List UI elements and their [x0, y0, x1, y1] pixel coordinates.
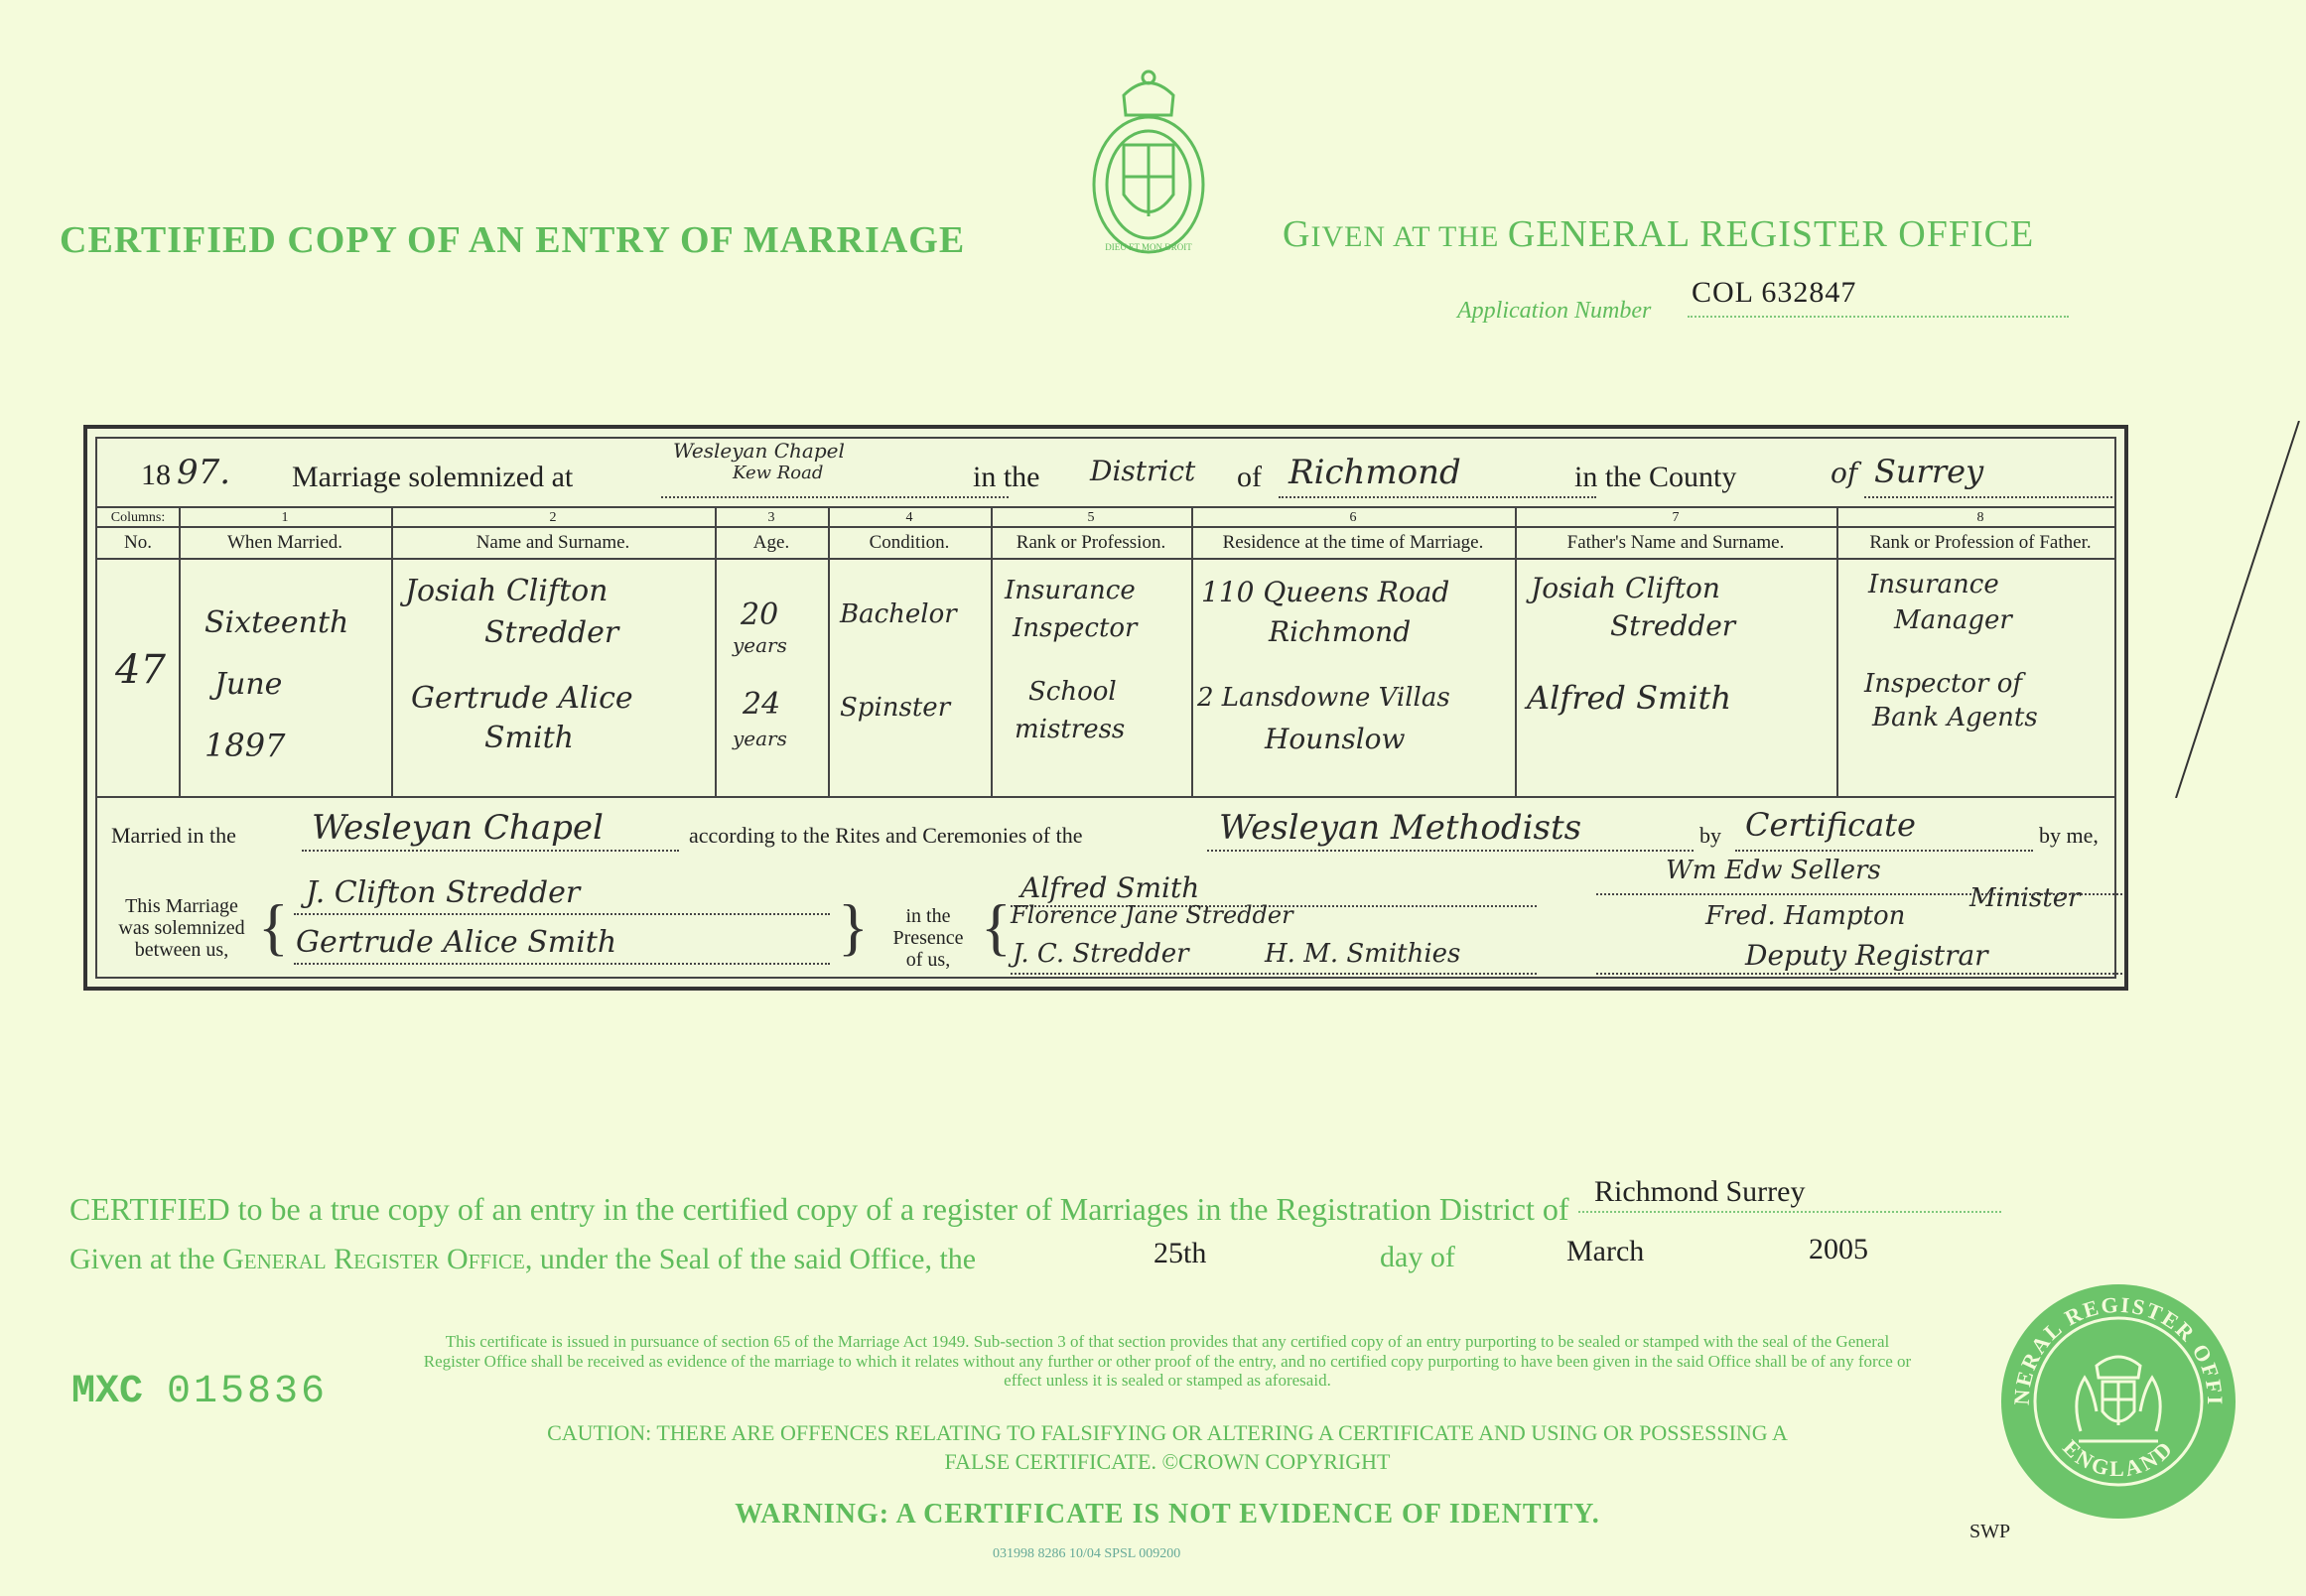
- register-entry-inner: [95, 437, 2116, 979]
- groom-father-last: Stredder: [1610, 609, 1736, 642]
- minister-rule: [1596, 893, 2122, 895]
- header-name: Name and Surname.: [475, 532, 630, 553]
- header-residence: Residence at the time of Marriage.: [1222, 532, 1484, 553]
- identity-warning: WARNING: A CERTIFICATE IS NOT EVIDENCE OF IDENTITY.: [735, 1499, 1600, 1530]
- caution-notice: CAUTION: THERE ARE OFFENCES RELATING TO FALSIFYING OR ALTERING A CERTIFICATE AND USING OR POSSESSING A FALSE CERTIFICATE. ©CROWN COPYRIGHT: [547, 1420, 1788, 1474]
- royal-crest-icon: [1084, 66, 1213, 259]
- married-in-rule: [302, 850, 679, 852]
- in-the-label: in the: [973, 461, 1040, 493]
- bride-father-rank-line1: Inspector of: [1864, 669, 2023, 699]
- bride-father-rank-line2: Bank Agents: [1872, 703, 2038, 732]
- year-hand: 97.: [177, 453, 231, 492]
- certified-month: March: [1566, 1235, 1645, 1267]
- bride-residence-line2: Hounslow: [1265, 723, 1406, 755]
- district-hand: District: [1090, 455, 1196, 487]
- col-number-8: 8: [1976, 510, 1984, 525]
- groom-rank-line1: Insurance: [1005, 576, 1136, 605]
- print-code: 031998 8286 10/04 SPSL 009200: [993, 1546, 1181, 1561]
- presence-brace: {: [981, 891, 1012, 962]
- solemnized-label: Marriage solemnized at: [292, 461, 574, 493]
- solemnized-place-line1: Wesleyan Chapel: [673, 439, 845, 463]
- entry-number: 47: [115, 647, 166, 693]
- certified-district: Richmond Surrey: [1594, 1175, 1806, 1208]
- header-age: Age.: [752, 532, 790, 553]
- groom-father-rank-line1: Insurance: [1868, 570, 1999, 599]
- register-entry-table: [83, 425, 2128, 991]
- between-us-label: This Marriage was solemnized between us,: [118, 895, 245, 961]
- solemnized-place-line2: Kew Road: [733, 463, 824, 483]
- application-number: COL 632847: [1692, 276, 1857, 309]
- right-brace: }: [838, 891, 869, 962]
- certificate-title: CERTIFIED COPY OF AN ENTRY OF MARRIAGE: [60, 219, 966, 261]
- when-married-day: Sixteenth: [204, 605, 349, 640]
- registrar-title: Deputy Registrar: [1745, 939, 1988, 972]
- bride-age-unit: years: [733, 727, 787, 750]
- groom-rank-line2: Inspector: [1013, 613, 1138, 643]
- married-in-label: Married in the: [111, 823, 236, 848]
- bride-name-first: Gertrude Alice: [411, 681, 633, 716]
- registrar-rule: [1596, 973, 2122, 975]
- county-of: of: [1831, 457, 1858, 489]
- header-father-rank: Rank or Profession of Father.: [1869, 532, 2092, 553]
- rites-label: according to the Rites and Ceremonies of the: [689, 823, 1083, 848]
- minister-name: Wm Edw Sellers: [1666, 856, 1881, 885]
- given-at-statement: Given at the General Register Office, under the Seal of the said Office, the: [69, 1243, 977, 1275]
- married-in-place: Wesleyan Chapel: [312, 808, 604, 848]
- bride-age: 24: [743, 687, 781, 722]
- col-number-5: 5: [1087, 510, 1095, 525]
- corner-guide-line: [2174, 421, 2303, 803]
- col-number-4: 4: [905, 510, 913, 525]
- svg-text:GENERAL REGISTER OFFICE: NERAL REGISTER OFFI: [2008, 1291, 2229, 1407]
- given-at-header: GIVEN AT THE GENERAL REGISTER OFFICE: [1283, 213, 2035, 255]
- application-number-rule: [1688, 316, 2069, 318]
- witness-1: Alfred Smith: [1020, 871, 1200, 904]
- rites-value: Wesleyan Methodists: [1219, 808, 1582, 848]
- col-number-2: 2: [549, 510, 557, 525]
- witness-4: H. M. Smithies: [1265, 939, 1461, 969]
- bride-rank-line1: School: [1028, 677, 1117, 707]
- bride-father: Alfred Smith: [1527, 679, 1732, 717]
- of-label: of: [1237, 461, 1262, 493]
- district-rule: [1279, 496, 1596, 498]
- county-rule: [1864, 496, 2112, 498]
- groom-condition: Bachelor: [840, 599, 957, 629]
- minister-title: Minister: [1969, 883, 2081, 913]
- by-rule: [1735, 850, 2033, 852]
- witness-3: J. C. Stredder: [1013, 939, 1189, 969]
- columns-label: Columns:: [110, 510, 166, 525]
- groom-residence-line2: Richmond: [1269, 615, 1412, 648]
- rites-rule: [1207, 850, 1694, 852]
- witness-rule-2: [1011, 973, 1537, 975]
- place-rule: [661, 496, 1009, 498]
- district-name: Richmond: [1289, 453, 1461, 492]
- left-brace: {: [258, 891, 289, 962]
- bride-signature: Gertrude Alice Smith: [296, 925, 617, 960]
- bride-rank-line2: mistress: [1015, 715, 1126, 744]
- col-number-7: 7: [1672, 510, 1680, 525]
- when-married-month: June: [214, 667, 283, 702]
- certified-year: 2005: [1809, 1233, 1868, 1265]
- swp-initials: SWP: [1969, 1521, 2011, 1542]
- groom-name-last: Stredder: [484, 615, 619, 650]
- general-register-office-seal-icon: [1999, 1282, 2238, 1526]
- svg-text:ENGLAND: ENGLAND: [2058, 1434, 2179, 1482]
- groom-father-first: Josiah Clifton: [1531, 572, 1720, 604]
- header-condition: Condition.: [869, 532, 950, 553]
- county-name: Surrey: [1874, 453, 1984, 490]
- county-label: in the County: [1574, 461, 1737, 493]
- groom-age-unit: years: [733, 633, 787, 657]
- certified-district-rule: [1578, 1211, 2001, 1213]
- day-of-label: day of: [1380, 1241, 1455, 1273]
- when-married-year: 1897: [204, 727, 286, 764]
- legal-fine-print: This certificate is issued in pursuance of section 65 of the Marriage Act 1949. Sub-section 3 of that section provides that any certified copy of an entry purporting to be sealed or stamped with the seal of the General Register Office shall be received as evidence of the marriage to which it relates without any further or other proof of the entry, and no certified copy purporting to have been given in the said Office shall be of any force or effect unless it is sealed or stamped as aforesaid.: [423, 1332, 1912, 1391]
- by-me-label: by me,: [2039, 823, 2099, 848]
- certified-statement: CERTIFIED to be a true copy of an entry in the certified copy of a register of Marriages in the Registration District of: [69, 1191, 1569, 1227]
- year-printed: 18: [141, 459, 171, 491]
- witness-2: Florence Jane Stredder: [1011, 901, 1293, 929]
- registrar-name: Fred. Hampton: [1705, 901, 1906, 931]
- presence-label: in the Presence of us,: [892, 905, 964, 971]
- by-value: Certificate: [1745, 806, 1916, 844]
- bride-residence-line1: 2 Lansdowne Villas: [1197, 683, 1450, 713]
- header-father: Father's Name and Surname.: [1566, 532, 1785, 553]
- groom-name-first: Josiah Clifton: [405, 574, 609, 608]
- groom-residence-line1: 110 Queens Road: [1201, 576, 1450, 608]
- groom-signature: J. Clifton Stredder: [306, 875, 581, 910]
- header-no: No.: [124, 532, 152, 553]
- bride-condition: Spinster: [840, 693, 951, 723]
- serial-number: MXC 015836: [71, 1370, 329, 1414]
- col-number-3: 3: [767, 510, 775, 525]
- header-rank: Rank or Profession.: [1016, 532, 1166, 553]
- groom-signature-rule: [294, 913, 830, 915]
- col-number-1: 1: [281, 510, 289, 525]
- bride-signature-rule: [294, 963, 830, 965]
- by-label: by: [1699, 823, 1721, 848]
- groom-age: 20: [741, 598, 779, 632]
- header-when: When Married.: [226, 532, 343, 553]
- application-number-label: Application Number: [1457, 298, 1652, 324]
- svg-text:DIEU ET MON DROIT: DIEU ET MON DROIT: [1105, 242, 1192, 252]
- bride-name-last: Smith: [484, 721, 574, 755]
- certified-day: 25th: [1153, 1237, 1207, 1269]
- col-number-6: 6: [1349, 510, 1357, 525]
- groom-father-rank-line2: Manager: [1894, 605, 2012, 635]
